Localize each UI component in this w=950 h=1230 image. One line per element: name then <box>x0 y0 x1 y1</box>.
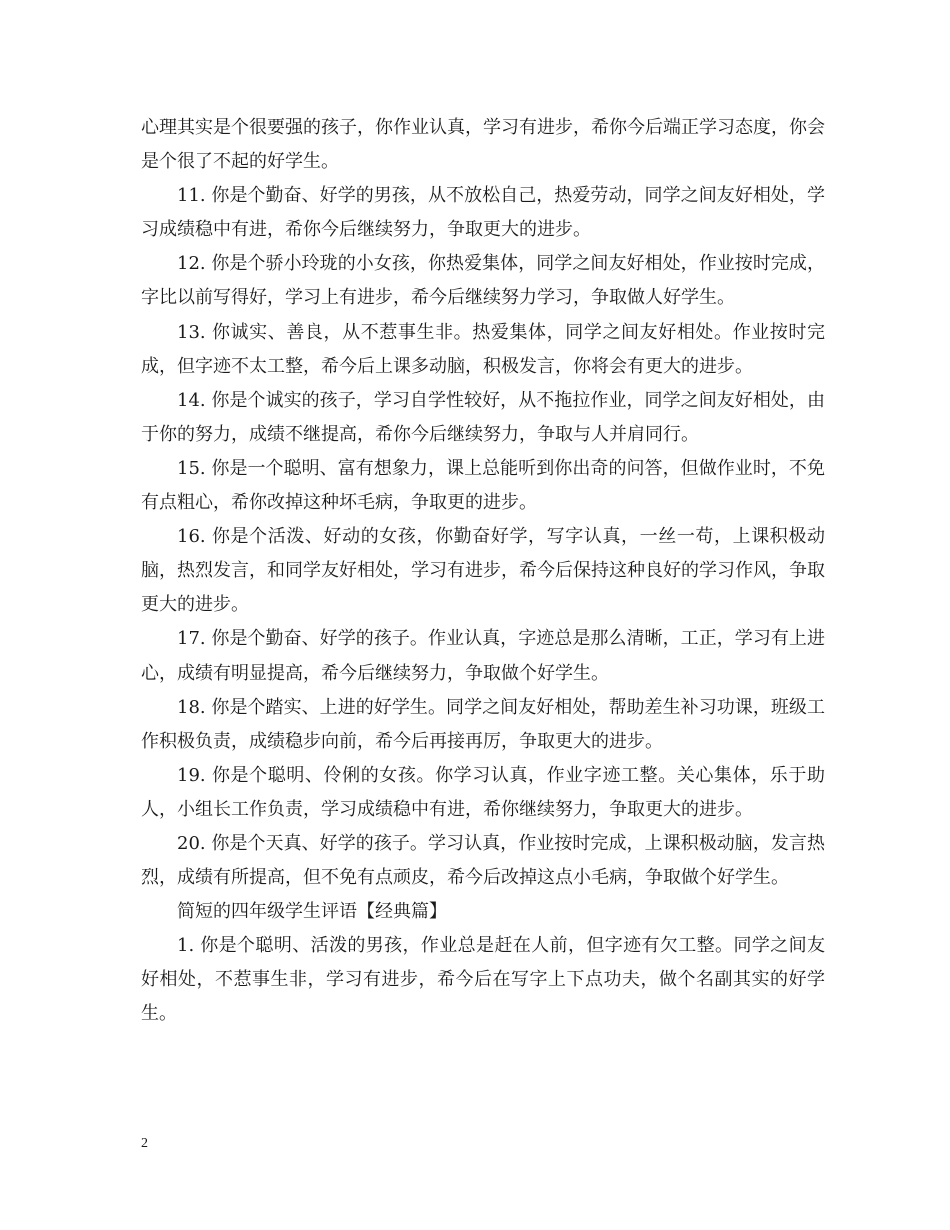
paragraph-item-16: 16. 你是个活泼、好动的女孩，你勤奋好学，写字认真，一丝一苟，上课积极动脑，热烈发言，和同学友好相处，学习有进步，希今后保持这种良好的学习作风，争取更大的进步。 <box>141 526 825 616</box>
paragraph-item-1: 1. 你是个聪明、活泼的男孩，作业总是赶在人前，但字迹有欠工整。同学之间友好相处，不惹事生非，学习有进步，希今后在写字上下点功夫，做个名副其实的好学生。 <box>141 935 825 1025</box>
paragraph-continuation: 心理其实是个很要强的孩子，你作业认真，学习有进步，希你今后端正学习态度，你会是个很了不起的好学生。 <box>141 117 825 173</box>
section-heading: 简短的四年级学生评语【经典篇】 <box>177 901 447 923</box>
paragraph-item-12: 12. 你是个骄小玲珑的小女孩，你热爱集体，同学之间友好相处，作业按时完成，字比以前写得好，学习上有进步，希今后继续努力学习，争取做人好学生。 <box>141 253 825 309</box>
paragraph-item-19: 19. 你是个聪明、伶俐的女孩。你学习认真，作业字迹工整。关心集体，乐于助人，小组长工作负责，学习成绩稳中有进，希你继续努力，争取更大的进步。 <box>141 764 825 820</box>
paragraph-item-15: 15. 你是一个聪明、富有想象力，课上总能听到你出奇的问答，但做作业时，不免有点粗心，希你改掉这种坏毛病，争取更的进步。 <box>141 457 825 514</box>
document-body <box>141 111 825 1032</box>
paragraph-item-14: 14. 你是个诚实的孩子，学习自学性较好，从不拖拉作业，同学之间友好相处，由于你的努力，成绩不继提高，希你今后继续努力，争取与人并肩同行。 <box>141 389 825 445</box>
paragraph-item-13: 13. 你诚实、善良，从不惹事生非。热爱集体，同学之间友好相处。作业按时完成，但字迹不太工整，希今后上课多动脑，积极发言，你将会有更大的进步。 <box>141 321 825 377</box>
paragraph-item-20: 20. 你是个天真、好学的孩子。学习认真，作业按时完成，上课积极动脑，发言热烈，成绩有所提高，但不免有点顽皮，希今后改掉这点小毛病，争取做个好学生。 <box>141 832 825 889</box>
page-number: 2 <box>141 1136 148 1151</box>
paragraph-item-11: 11. 你是个勤奋、好学的男孩，从不放松自己，热爱劳动，同学之间友好相处，学习成绩稳中有进，希你今后继续努力，争取更大的进步。 <box>141 185 825 241</box>
paragraph-item-18: 18. 你是个踏实、上进的好学生。同学之间友好相处，帮助差生补习功课，班级工作积极负责，成绩稳步向前，希今后再接再厉，争取更大的进步。 <box>141 696 825 752</box>
paragraph-item-17: 17. 你是个勤奋、好学的孩子。作业认真，字迹总是那么清晰，工正，学习有上进心，成绩有明显提高，希今后继续努力，争取做个好学生。 <box>141 628 825 684</box>
